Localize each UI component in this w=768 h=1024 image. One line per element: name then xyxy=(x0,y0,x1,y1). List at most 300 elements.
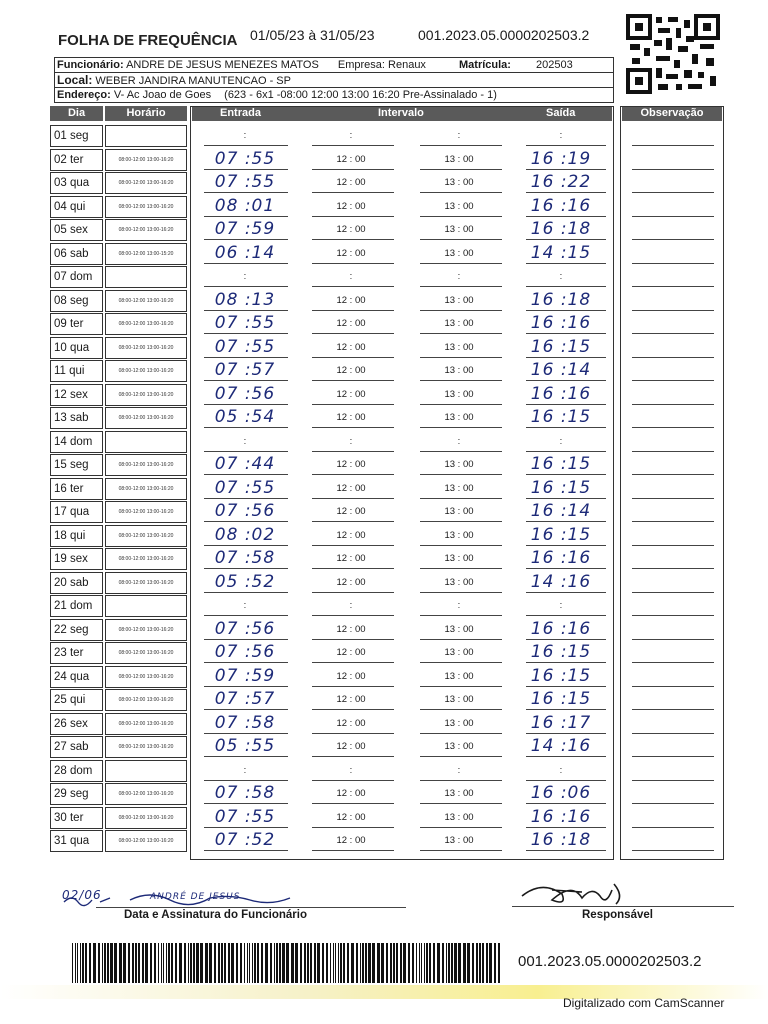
time-underline xyxy=(526,545,606,546)
day-cell: 01 seg xyxy=(50,125,103,147)
entrada-value: 07 :55 xyxy=(214,172,276,192)
observation-line xyxy=(632,216,714,217)
intervalo-end-value: 13 : 00 xyxy=(444,318,474,329)
time-underline xyxy=(420,756,502,757)
intervalo-end-value: 13 : 00 xyxy=(444,623,474,635)
intervalo-start-value: : xyxy=(349,764,353,776)
funcionario-name: ANDRE DE JESUS MENEZES MATOS xyxy=(126,59,319,71)
observation-line xyxy=(632,310,714,311)
day-cell: 27 sab xyxy=(50,736,103,758)
signature-line xyxy=(96,907,406,908)
time-underline xyxy=(204,521,288,522)
day-cell: 02 ter xyxy=(50,149,103,171)
time-underline xyxy=(312,662,394,663)
observation-line xyxy=(632,286,714,287)
entrada-value: 08 :02 xyxy=(214,524,276,545)
intervalo-start-value: 12 : 00 xyxy=(336,835,366,846)
time-underline xyxy=(526,474,606,475)
observation-line xyxy=(632,568,714,569)
time-underline xyxy=(204,498,288,499)
entrada-value: 07 :57 xyxy=(214,360,276,380)
entrada-value: 07 :44 xyxy=(214,454,276,474)
intervalo-end-value: 13 : 00 xyxy=(444,788,474,799)
time-underline xyxy=(420,803,502,804)
saida-value: : xyxy=(559,435,563,447)
schedule-cell: 08:00-12:00 13:00-15:20 xyxy=(105,243,187,265)
observation-frame xyxy=(620,106,724,860)
time-underline xyxy=(312,592,394,593)
intervalo-start-value: : xyxy=(349,435,353,447)
funcionario-label: Funcionário: xyxy=(57,59,124,71)
time-underline xyxy=(312,404,394,405)
observation-line xyxy=(632,521,714,522)
observation-line xyxy=(632,850,714,851)
day-cell: 25 qui xyxy=(50,689,103,711)
saida-value: 16 :15 xyxy=(530,524,592,545)
intervalo-end-value: 13 : 00 xyxy=(444,741,474,752)
time-underline xyxy=(204,780,288,781)
time-underline xyxy=(526,357,606,358)
time-underline xyxy=(420,404,502,405)
time-underline xyxy=(420,239,502,240)
observation-line xyxy=(632,333,714,334)
saida-value: : xyxy=(559,600,563,611)
intervalo-start-value: 12 : 00 xyxy=(336,388,366,400)
entrada-value: 07 :58 xyxy=(214,783,276,803)
time-underline xyxy=(420,357,502,358)
intervalo-end-value: 13 : 00 xyxy=(444,647,474,658)
day-cell: 07 dom xyxy=(50,266,103,288)
time-underline xyxy=(312,310,394,311)
observation-line xyxy=(632,709,714,710)
time-underline xyxy=(526,451,606,452)
schedule-cell: 08:00-12:00 13:00-16:20 xyxy=(105,619,187,641)
intervalo-end-value: 13 : 00 xyxy=(444,224,474,235)
saida-value: 16 :15 xyxy=(530,477,592,498)
entrada-value: 07 :55 xyxy=(214,148,276,169)
intervalo-end-value: 13 : 00 xyxy=(444,506,474,517)
time-underline xyxy=(312,474,394,475)
time-underline xyxy=(420,592,502,593)
day-cell: 04 qui xyxy=(50,196,103,218)
local-label: Local: xyxy=(57,73,93,87)
time-underline xyxy=(204,427,288,428)
schedule-cell: 08:00-12:00 13:00-16:20 xyxy=(105,666,187,688)
time-underline xyxy=(204,709,288,710)
schedule-cell: 08:00-12:00 13:00-16:20 xyxy=(105,501,187,523)
time-underline xyxy=(420,662,502,663)
time-underline xyxy=(312,451,394,452)
intervalo-start-value: 12 : 00 xyxy=(336,341,366,353)
time-underline xyxy=(420,263,502,264)
time-underline xyxy=(420,192,502,193)
observation-line xyxy=(632,498,714,499)
saida-value: 16 :16 xyxy=(530,195,592,216)
intervalo-start-value: : xyxy=(349,130,353,141)
observation-line xyxy=(632,733,714,734)
time-underline xyxy=(312,169,394,170)
schedule-cell: 08:00-12:00 13:00-16:20 xyxy=(105,713,187,735)
time-underline xyxy=(312,521,394,522)
schedule-cell xyxy=(105,431,187,453)
intervalo-start-value: 12 : 00 xyxy=(336,365,366,376)
time-underline xyxy=(526,615,606,616)
day-cell: 08 seg xyxy=(50,290,103,312)
time-underline xyxy=(204,451,288,452)
intervalo-start-value: 12 : 00 xyxy=(336,224,366,235)
time-underline xyxy=(312,733,394,734)
column-header-intervalo: Intervalo xyxy=(378,107,424,119)
time-underline xyxy=(312,286,394,287)
time-underline xyxy=(420,709,502,710)
time-underline xyxy=(526,239,606,240)
saida-value: 16 :15 xyxy=(530,689,592,709)
time-underline xyxy=(204,803,288,804)
document-number-bottom: 001.2023.05.0000202503.2 xyxy=(518,953,702,970)
intervalo-end-value: 13 : 00 xyxy=(444,482,474,494)
schedule-cell: 08:00-12:00 13:00-16:20 xyxy=(105,689,187,711)
intervalo-end-value: 13 : 00 xyxy=(444,835,474,846)
saida-value: 16 :18 xyxy=(530,830,592,850)
time-underline xyxy=(420,733,502,734)
time-underline xyxy=(204,568,288,569)
saida-value: 16 :22 xyxy=(530,172,592,192)
time-underline xyxy=(526,639,606,640)
time-underline xyxy=(420,380,502,381)
observation-line xyxy=(632,756,714,757)
time-underline xyxy=(420,145,502,146)
time-underline xyxy=(204,850,288,851)
entrada-value: 08 :13 xyxy=(214,289,276,310)
time-underline xyxy=(312,333,394,334)
intervalo-start-value: 12 : 00 xyxy=(336,811,366,823)
address-row xyxy=(55,87,613,102)
time-underline xyxy=(204,756,288,757)
time-underline xyxy=(526,827,606,828)
saida-value: 16 :06 xyxy=(530,783,592,803)
day-cell: 22 seg xyxy=(50,619,103,641)
schedule-cell: 08:00-12:00 13:00-16:20 xyxy=(105,736,187,758)
observation-line xyxy=(632,145,714,146)
time-underline xyxy=(526,592,606,593)
local-value: WEBER JANDIRA MANUTENCAO - SP xyxy=(95,75,291,87)
time-underline xyxy=(312,756,394,757)
intervalo-start-value: 12 : 00 xyxy=(336,670,366,682)
empresa-label: Empresa: xyxy=(337,59,385,71)
day-cell: 20 sab xyxy=(50,572,103,594)
time-underline xyxy=(420,686,502,687)
saida-value: 16 :16 xyxy=(530,548,592,568)
time-underline xyxy=(420,286,502,287)
time-underline xyxy=(312,498,394,499)
entrada-value: 05 :52 xyxy=(214,571,276,592)
time-underline xyxy=(312,263,394,264)
entrada-value: 07 :52 xyxy=(214,830,276,850)
intervalo-end-value: 13 : 00 xyxy=(444,341,474,353)
qr-code-icon xyxy=(626,14,720,94)
entrada-value: 07 :59 xyxy=(214,219,276,239)
day-cell: 17 qua xyxy=(50,501,103,523)
intervalo-end-value: 13 : 00 xyxy=(444,459,474,470)
observation-line xyxy=(632,357,714,358)
time-underline xyxy=(204,169,288,170)
time-underline xyxy=(526,756,606,757)
schedule-cell xyxy=(105,266,187,288)
matricula-value: 202503 xyxy=(536,59,573,71)
signature-label: Data e Assinatura do Funcionário xyxy=(124,909,307,921)
day-cell: 24 qua xyxy=(50,666,103,688)
time-underline xyxy=(526,709,606,710)
entrada-value: 07 :55 xyxy=(214,477,276,498)
time-underline xyxy=(420,780,502,781)
time-underline xyxy=(312,545,394,546)
time-underline xyxy=(204,404,288,405)
intervalo-start-value: 12 : 00 xyxy=(336,741,366,752)
schedule-cell: 08:00-12:00 13:00-16:20 xyxy=(105,830,187,852)
employee-row xyxy=(55,58,613,72)
time-underline xyxy=(312,239,394,240)
intervalo-start-value: 12 : 00 xyxy=(336,694,366,705)
observation-line xyxy=(632,592,714,593)
empresa-value: Renaux xyxy=(388,59,426,71)
time-underline xyxy=(204,239,288,240)
intervalo-end-value: 13 : 00 xyxy=(444,529,474,541)
entrada-value: 05 :54 xyxy=(214,407,276,427)
day-cell: 29 seg xyxy=(50,783,103,805)
schedule-cell: 08:00-12:00 13:00-16:20 xyxy=(105,196,187,218)
day-cell: 16 ter xyxy=(50,478,103,500)
intervalo-start-value: 12 : 00 xyxy=(336,153,366,165)
time-underline xyxy=(526,404,606,405)
time-underline xyxy=(526,286,606,287)
intervalo-start-value: 12 : 00 xyxy=(336,482,366,494)
intervalo-end-value: 13 : 00 xyxy=(444,294,474,306)
intervalo-end-value: 13 : 00 xyxy=(444,153,474,165)
intervalo-end-value: 13 : 00 xyxy=(444,200,474,212)
entrada-value: 07 :58 xyxy=(214,712,276,733)
time-underline xyxy=(420,474,502,475)
intervalo-end-value: 13 : 00 xyxy=(444,811,474,823)
day-cell: 23 ter xyxy=(50,642,103,664)
saida-value: 16 :17 xyxy=(530,712,592,733)
time-underline xyxy=(420,169,502,170)
saida-value: 16 :19 xyxy=(530,148,592,169)
time-underline xyxy=(312,216,394,217)
time-underline xyxy=(526,145,606,146)
time-underline xyxy=(204,827,288,828)
time-underline xyxy=(420,333,502,334)
entrada-value: 07 :56 xyxy=(214,501,276,521)
time-underline xyxy=(526,662,606,663)
time-underline xyxy=(204,216,288,217)
schedule-cell: 08:00-12:00 13:00-16:20 xyxy=(105,290,187,312)
time-underline xyxy=(420,568,502,569)
time-underline xyxy=(420,521,502,522)
entrada-value: 07 :58 xyxy=(214,548,276,568)
intervalo-end-value: : xyxy=(457,600,461,611)
time-underline xyxy=(420,498,502,499)
observation-line xyxy=(632,427,714,428)
observation-line xyxy=(632,780,714,781)
time-underline xyxy=(204,639,288,640)
entrada-value: 07 :55 xyxy=(214,336,276,357)
time-underline xyxy=(204,145,288,146)
schedule-cell: 08:00-12:00 13:00-16:20 xyxy=(105,548,187,570)
time-underline xyxy=(204,310,288,311)
time-underline xyxy=(204,286,288,287)
time-underline xyxy=(204,733,288,734)
day-cell: 10 qua xyxy=(50,337,103,359)
time-underline xyxy=(420,451,502,452)
saida-value: : xyxy=(559,271,563,282)
day-cell: 19 sex xyxy=(50,548,103,570)
intervalo-start-value: 12 : 00 xyxy=(336,506,366,517)
schedule-cell: 08:00-12:00 13:00-16:20 xyxy=(105,807,187,829)
intervalo-end-value: 13 : 00 xyxy=(444,365,474,376)
schedule-cell: 08:00-12:00 13:00-16:20 xyxy=(105,478,187,500)
entrada-value: 07 :56 xyxy=(214,383,276,404)
intervalo-start-value: 12 : 00 xyxy=(336,529,366,541)
time-underline xyxy=(312,850,394,851)
column-header-entrada: Entrada xyxy=(220,107,261,119)
entrada-value: : xyxy=(243,435,247,447)
day-cell: 31 qua xyxy=(50,830,103,852)
entrada-value: 07 :57 xyxy=(214,689,276,709)
barcode-icon xyxy=(72,943,502,983)
day-cell: 12 sex xyxy=(50,384,103,406)
intervalo-end-value: : xyxy=(457,130,461,141)
time-underline xyxy=(312,192,394,193)
endereco-value: V- Ac Joao de Goes xyxy=(113,89,212,101)
time-underline xyxy=(204,333,288,334)
day-cell: 26 sex xyxy=(50,713,103,735)
schedule-cell: 08:00-12:00 13:00-16:20 xyxy=(105,337,187,359)
saida-value: 16 :16 xyxy=(530,806,592,827)
saida-value: : xyxy=(559,764,563,776)
time-underline xyxy=(420,310,502,311)
schedule-cell: 08:00-12:00 13:00-16:20 xyxy=(105,149,187,171)
intervalo-end-value: 13 : 00 xyxy=(444,177,474,188)
time-underline xyxy=(420,850,502,851)
time-underline xyxy=(204,615,288,616)
intervalo-start-value: 12 : 00 xyxy=(336,553,366,564)
schedule-cell xyxy=(105,595,187,617)
intervalo-end-value: 13 : 00 xyxy=(444,388,474,400)
saida-value: 16 :15 xyxy=(530,454,592,474)
saida-value: 14 :16 xyxy=(530,736,592,756)
intervalo-end-value: 13 : 00 xyxy=(444,717,474,729)
day-cell: 18 qui xyxy=(50,525,103,547)
time-underline xyxy=(204,545,288,546)
time-underline xyxy=(526,568,606,569)
intervalo-start-value: 12 : 00 xyxy=(336,576,366,588)
time-underline xyxy=(204,192,288,193)
saida-value: 14 :16 xyxy=(530,571,592,592)
intervalo-start-value: 12 : 00 xyxy=(336,788,366,799)
endereco-label: Endereço: xyxy=(57,89,111,101)
schedule-cell: 08:00-12:00 13:00-16:20 xyxy=(105,219,187,241)
saida-value: 16 :18 xyxy=(530,219,592,239)
time-underline xyxy=(526,169,606,170)
intervalo-start-value: 12 : 00 xyxy=(336,294,366,306)
time-underline xyxy=(204,474,288,475)
document-title: FOLHA DE FREQUÊNCIA xyxy=(58,32,238,49)
signature-name: ANDRÉ DE JESUS xyxy=(150,892,241,902)
observation-line xyxy=(632,451,714,452)
time-underline xyxy=(526,850,606,851)
intervalo-start-value: 12 : 00 xyxy=(336,177,366,188)
intervalo-end-value: : xyxy=(457,435,461,447)
time-underline xyxy=(312,568,394,569)
intervalo-start-value: : xyxy=(349,600,353,611)
time-underline xyxy=(420,216,502,217)
day-cell: 13 sab xyxy=(50,407,103,429)
observation-line xyxy=(632,545,714,546)
time-underline xyxy=(526,380,606,381)
scanner-watermark: Digitalizado com CamScanner xyxy=(563,996,725,1010)
observation-line xyxy=(632,263,714,264)
document-number-top: 001.2023.05.0000202503.2 xyxy=(418,27,590,43)
observation-line xyxy=(632,686,714,687)
column-header-observacao: Observação xyxy=(622,106,722,121)
intervalo-end-value: 13 : 00 xyxy=(444,576,474,588)
intervalo-start-value: 12 : 00 xyxy=(336,412,366,423)
time-underline xyxy=(526,733,606,734)
saida-value: 16 :18 xyxy=(530,289,592,310)
entrada-value: : xyxy=(243,764,247,776)
time-underline xyxy=(312,686,394,687)
intervalo-start-value: 12 : 00 xyxy=(336,200,366,212)
time-underline xyxy=(526,263,606,264)
time-underline xyxy=(312,615,394,616)
observation-line xyxy=(632,380,714,381)
day-cell: 15 seg xyxy=(50,454,103,476)
saida-value: 16 :14 xyxy=(530,501,592,521)
observation-line xyxy=(632,615,714,616)
time-underline xyxy=(526,216,606,217)
observation-line xyxy=(632,803,714,804)
day-cell: 11 qui xyxy=(50,360,103,382)
day-cell: 28 dom xyxy=(50,760,103,782)
intervalo-start-value: 12 : 00 xyxy=(336,459,366,470)
intervalo-start-value: 12 : 00 xyxy=(336,247,366,259)
time-underline xyxy=(420,545,502,546)
time-underline xyxy=(204,263,288,264)
time-underline xyxy=(312,145,394,146)
time-underline xyxy=(420,827,502,828)
saida-value: 16 :15 xyxy=(530,407,592,427)
schedule-cell: 08:00-12:00 13:00-16:20 xyxy=(105,454,187,476)
observation-line xyxy=(632,662,714,663)
saida-value: 16 :14 xyxy=(530,360,592,380)
time-underline xyxy=(312,427,394,428)
observation-line xyxy=(632,639,714,640)
time-underline xyxy=(526,192,606,193)
saida-value: 16 :15 xyxy=(530,665,592,686)
intervalo-end-value: 13 : 00 xyxy=(444,670,474,682)
saida-value: 16 :16 xyxy=(530,618,592,639)
time-underline xyxy=(420,427,502,428)
intervalo-end-value: 13 : 00 xyxy=(444,694,474,705)
schedule-cell: 08:00-12:00 13:00-16:20 xyxy=(105,407,187,429)
saida-value: 16 :16 xyxy=(530,313,592,333)
intervalo-end-value: 13 : 00 xyxy=(444,412,474,423)
time-underline xyxy=(526,310,606,311)
saida-value: 16 :15 xyxy=(530,336,592,357)
schedule-cell: 08:00-12:00 13:00-16:20 xyxy=(105,360,187,382)
observation-line xyxy=(632,827,714,828)
time-underline xyxy=(526,686,606,687)
